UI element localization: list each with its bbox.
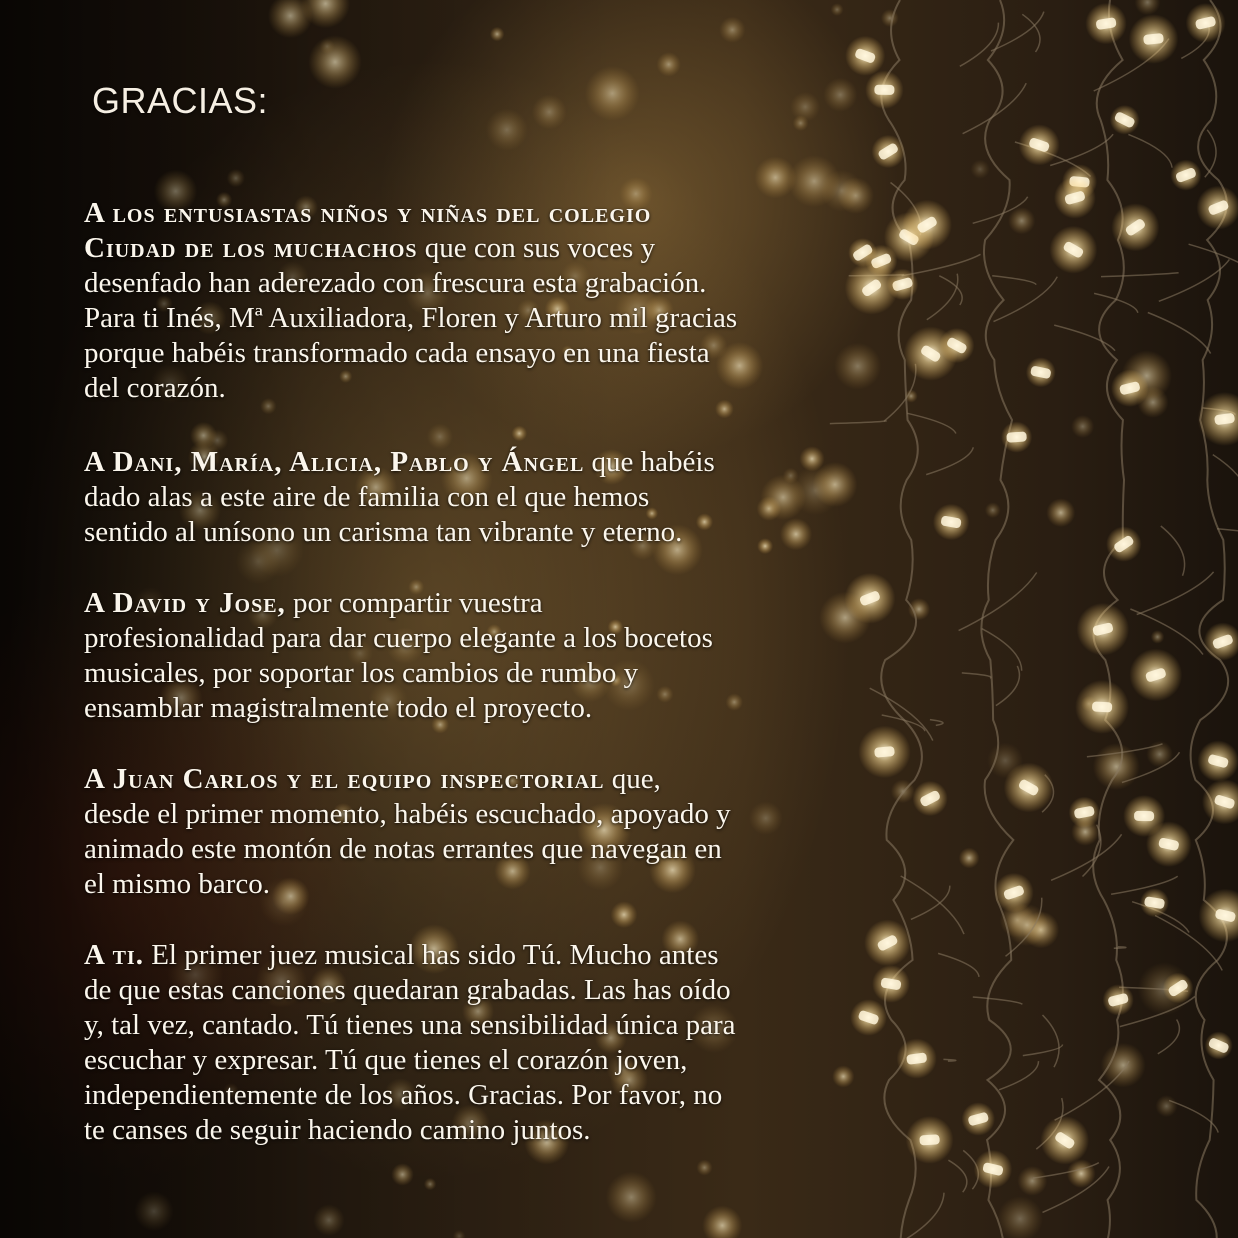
paragraph-text: por compartir vuestra xyxy=(285,587,543,619)
thanks-paragraph-family xyxy=(84,445,844,550)
paragraph-text: que habéis xyxy=(584,446,715,478)
paragraph-line: Para ti Inés, Mª Auxiliadora, Floren y Arturo mil gracias xyxy=(84,302,738,334)
thanks-paragraph-you xyxy=(84,938,844,1148)
paragraph-line: ensamblar magistralmente todo el proyecto. xyxy=(84,692,593,724)
paragraph-text: El primer juez musical has sido Tú. Mucho antes xyxy=(143,939,719,971)
thanks-paragraph-producers xyxy=(84,586,844,726)
thanks-paragraph-team xyxy=(84,762,844,902)
paragraph-lead: A los entusiastas niños y niñas del colegio xyxy=(84,197,652,229)
paragraph-line: musicales, por soportar los cambios de rumbo y xyxy=(84,657,639,689)
paragraph-lead: A David y Jose, xyxy=(84,587,286,619)
paragraph-text: que, xyxy=(604,763,661,795)
thanks-paragraph-children xyxy=(84,196,844,406)
paragraph-line: escuchar y expresar. Tú que tienes el corazón joven, xyxy=(84,1044,688,1076)
paragraph-line: porque habéis transformado cada ensayo en una fiesta xyxy=(84,337,710,369)
paragraph-line: sentido al unísono un carisma tan vibrante y eterno. xyxy=(84,516,683,548)
page-title: GRACIAS: xyxy=(92,80,269,121)
paragraph-line: dado alas a este aire de familia con el que hemos xyxy=(84,481,650,513)
paragraph-text: que con sus voces y xyxy=(417,232,656,264)
paragraph-line: te canses de seguir haciendo camino juntos. xyxy=(84,1114,591,1146)
paragraph-line: del corazón. xyxy=(84,372,226,404)
paragraph-lead: Ciudad de los muchachos xyxy=(84,232,418,264)
paragraph-lead: A Juan Carlos y el equipo inspectorial xyxy=(84,763,605,795)
paragraph-line: de que estas canciones quedaran grabadas. Las has oído xyxy=(84,974,731,1006)
paragraph-line: profesionalidad para dar cuerpo elegante a los bocetos xyxy=(84,622,713,654)
paragraph-line: desde el primer momento, habéis escuchado, apoyado y xyxy=(84,798,731,830)
paragraph-lead: A Dani, María, Alicia, Pablo y Ángel xyxy=(84,446,585,478)
paragraph-lead: A ti. xyxy=(84,939,144,971)
paragraph-line: el mismo barco. xyxy=(84,868,271,900)
paragraph-line: desenfado han aderezado con frescura esta grabación. xyxy=(84,267,707,299)
paragraph-line: independientemente de los años. Gracias. Por favor, no xyxy=(84,1079,723,1111)
paragraph-line: y, tal vez, cantado. Tú tienes una sensibilidad única para xyxy=(84,1009,736,1041)
paragraph-line: animado este montón de notas errantes que navegan en xyxy=(84,833,722,865)
